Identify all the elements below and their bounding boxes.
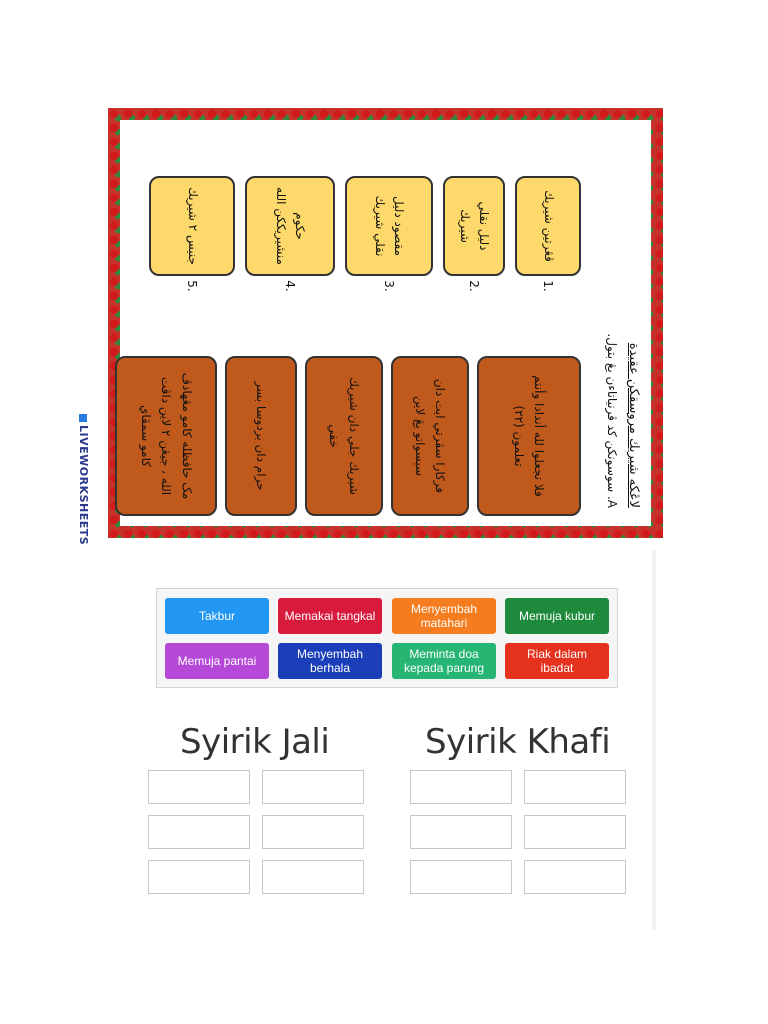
question-number: 4. — [283, 280, 297, 292]
question-row — [345, 176, 433, 296]
answer-cards — [107, 356, 581, 516]
drop-slot-khafi[interactable] — [410, 860, 512, 894]
drop-slot-khafi[interactable] — [410, 770, 512, 804]
question-card: ڤڠرتين شيريك — [515, 176, 581, 276]
question-number: 3. — [382, 280, 396, 292]
drop-slot-khafi[interactable] — [524, 770, 626, 804]
question-card: مقصود دليل نقلي شيريك — [345, 176, 433, 276]
tile-bank — [156, 588, 618, 688]
answer-card[interactable]: مک حافظله كامو مڠهادڤ الله ، جيڠن ٢ لاين داڤت كامو سمڤاي — [115, 356, 217, 516]
question-row — [515, 176, 581, 296]
tile-meminta-doa[interactable]: Meminta doa kepada parung — [392, 643, 496, 679]
question-row — [245, 176, 335, 296]
question-number: 1. — [541, 280, 555, 292]
worksheet-heading: لاڠكه شيريك مروسقكن عقيدة — [626, 342, 641, 508]
drop-slot-jali[interactable] — [262, 815, 364, 849]
question-row — [443, 176, 505, 296]
answer-card[interactable]: فلا تجعلوا لله أندادا وأنتم تعلمون (٢٢) — [477, 356, 581, 516]
syirik-khafi-title: Syirik Khafi — [425, 722, 611, 762]
answer-card[interactable]: فركارا سڤرتي ايت دان سيسواتو يڠ لاين — [391, 356, 469, 516]
question-card: جنيس ٢ شيريك — [149, 176, 235, 276]
question-row — [149, 176, 235, 296]
worksheet-content — [120, 120, 651, 526]
drop-slot-jali[interactable] — [148, 770, 250, 804]
liveworksheets-logo: LIVEWORKSHEETS — [77, 414, 90, 545]
worksheet-instruction: A. سوسونكن كد ڤرنياتاءن يڠ بتول. — [605, 333, 619, 508]
page-edge — [652, 550, 656, 930]
drop-slot-jali[interactable] — [262, 860, 364, 894]
tile-takbur[interactable]: Takbur — [165, 598, 269, 634]
tile-riak-dalam-ibadat[interactable]: Riak dalam ibadat — [505, 643, 609, 679]
drop-slot-khafi[interactable] — [524, 860, 626, 894]
drop-slot-khafi[interactable] — [524, 815, 626, 849]
tile-memuja-pantai[interactable]: Memuja pantai — [165, 643, 269, 679]
drop-slot-jali[interactable] — [262, 770, 364, 804]
question-card: دليل نقلي شيريك — [443, 176, 505, 276]
tile-menyembah-berhala[interactable]: Menyembah berhala — [278, 643, 382, 679]
question-number: 2. — [467, 280, 481, 292]
worksheet-frame — [108, 108, 663, 538]
answer-card[interactable]: حرام دان بردوسا بسر — [225, 356, 297, 516]
question-number: 5. — [185, 280, 199, 292]
tile-memakai-tangkal[interactable]: Memakai tangkal — [278, 598, 382, 634]
drop-slot-khafi[interactable] — [410, 815, 512, 849]
question-card: حكوم منشيريككن الله — [245, 176, 335, 276]
answer-card[interactable]: شيريك جلي دان شيريك خفي — [305, 356, 383, 516]
liveworksheets-icon — [79, 414, 87, 422]
drop-slot-jali[interactable] — [148, 860, 250, 894]
question-cards — [139, 176, 581, 296]
tile-menyembah-matahari[interactable]: Menyembah matahari — [392, 598, 496, 634]
drop-slot-jali[interactable] — [148, 815, 250, 849]
syirik-jali-title: Syirik Jali — [180, 722, 330, 762]
tile-memuja-kubur[interactable]: Memuja kubur — [505, 598, 609, 634]
